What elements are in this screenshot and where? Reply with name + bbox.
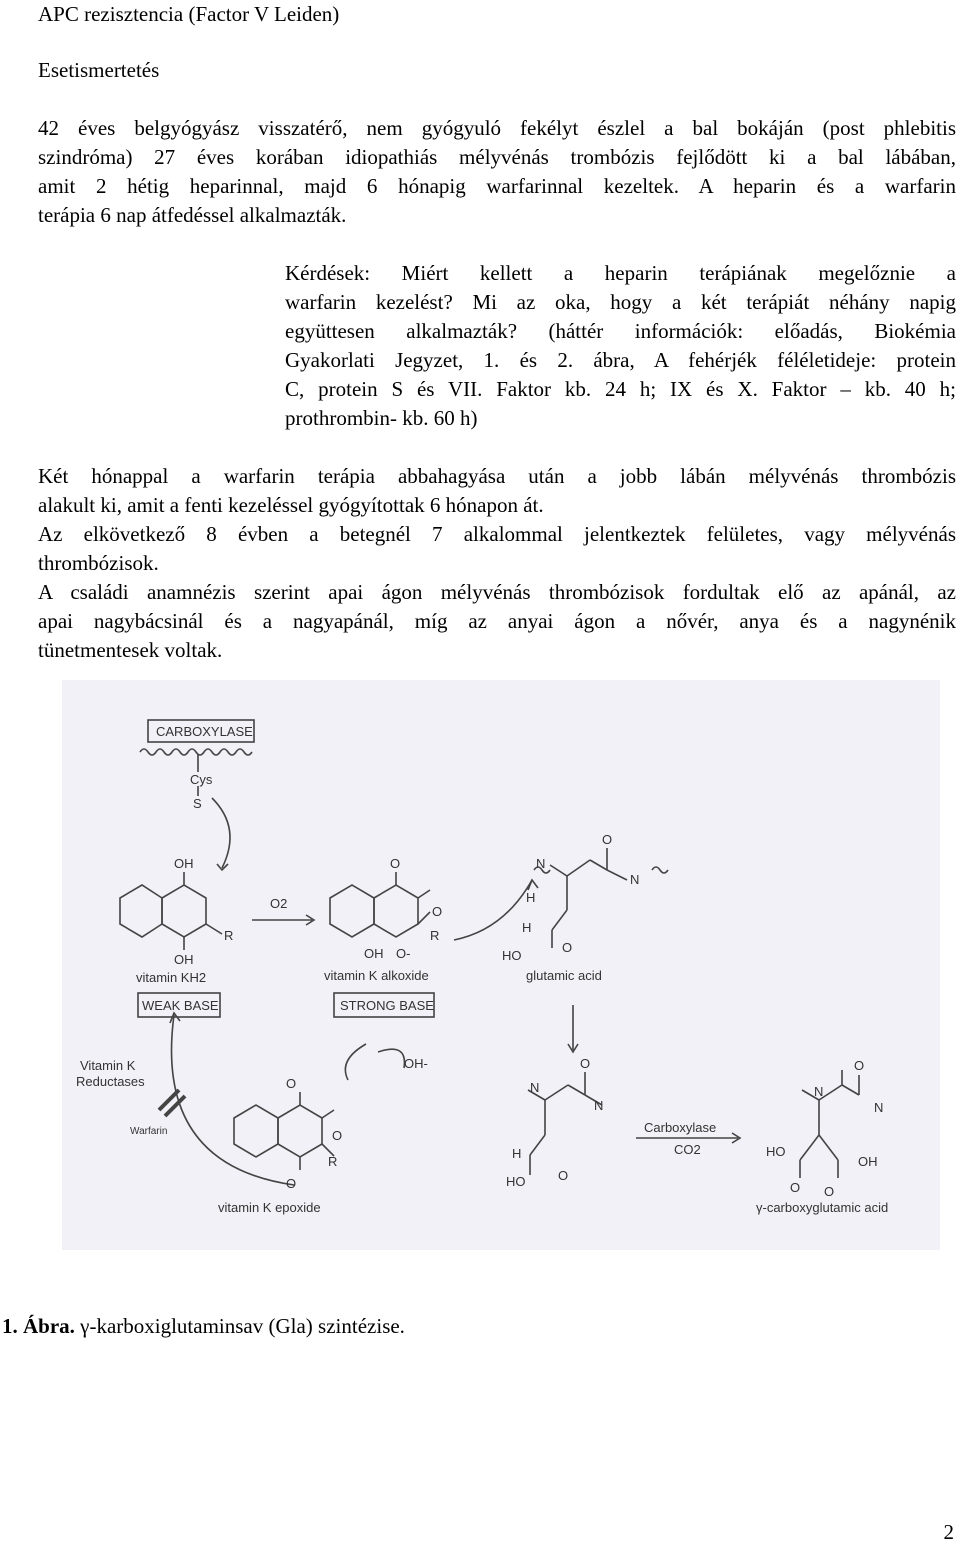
r-label: R [328,1154,338,1169]
o-label: O [790,1180,801,1195]
carboxylase-box-label: CARBOXYLASE [156,724,253,739]
section-heading: Esetismertetés [38,58,160,82]
ho-label: HO [766,1144,786,1159]
vitamin-k-alkoxide-label: vitamin K alkoxide [324,968,429,983]
o2-label: O2 [270,896,288,911]
o-label: O [558,1168,569,1183]
n-label: N [874,1100,884,1115]
r-label: R [224,928,234,943]
text-line: 42 éves belgyógyász visszatérő, nem gyógyuló fekélyt észlel a bal bokáján (post phlebitis [38,116,956,140]
o-label: O [562,940,573,955]
weak-base-label: WEAK BASE [142,998,219,1013]
co2-label: CO2 [674,1142,701,1157]
ho-label: HO [502,948,522,963]
page-title: APC rezisztencia (Factor V Leiden) [38,2,340,26]
o-label: O [390,856,401,871]
vitamin-kh2-structure [120,872,222,950]
cys-label: Cys [190,772,213,787]
gla-structure [800,1070,859,1178]
curved-arrow-1 [212,798,230,868]
o-label: O [332,1128,343,1143]
carboxylase-label: Carboxylase [644,1120,717,1135]
text-line: alakult ki, amit a fenti kezeléssel gyógyítottak 6 hónapon át. [38,493,544,517]
o-label: O [854,1058,865,1073]
strong-base-label: STRONG BASE [340,998,434,1013]
reductases-label: Reductases [76,1074,145,1089]
r-label: R [430,928,440,943]
text-line: A családi anamnézis szerint apai ágon mélyvénás thrombózisok fordultak elő az apánál, az [38,580,956,604]
text-line: terápia 6 nap átfedéssel alkalmazták. [38,203,347,227]
vitamin-k-alkoxide-structure [330,872,430,937]
text-line: Az elkövetkező 8 évben a betegnél 7 alkalommal jelentkeztek felületes, vagy mélyvénás [38,522,956,546]
h-label: H [526,890,536,905]
h-label: H [522,920,532,935]
o-label: O [580,1056,591,1071]
vitamin-k-epoxide-structure [234,1092,334,1170]
oh-label: OH [858,1154,878,1169]
figure-caption [2,1312,405,1340]
text-line: tünetmentesek voltak. [38,638,223,662]
caption-label: 1. Ábra. [2,1314,75,1338]
page-number: 2 [943,1520,954,1544]
text-line: amit 2 hétig heparinnal, majd 6 hónapig warfarinnal kezeltek. A heparin és a warfarin [38,174,956,198]
glutamic-acid-label: glutamic acid [526,968,602,983]
n-label: N [536,856,546,871]
o-minus-label: O- [396,946,411,961]
reductases-label: Vitamin K [80,1058,136,1073]
caption-text: γ-karboxiglutaminsav (Gla) szintézise. [74,1314,405,1338]
ho-label: HO [506,1174,526,1189]
gla-label: γ-carboxyglutamic acid [756,1200,889,1215]
text-line: warfarin kezelést? Mi az oka, hogy a két terápiát néhány napig [285,290,956,314]
n-label: N [814,1084,824,1099]
reaction-diagram [62,680,940,1250]
text-line: Két hónappal a warfarin terápia abbahagyása után a jobb lábán mélyvénás thrombózis [38,464,956,488]
warfarin-label: Warfarin [130,1126,168,1137]
curved-arrow-2 [454,880,532,940]
n-label: N [594,1098,604,1113]
n-label: N [630,872,640,887]
o-label: O [286,1176,297,1191]
n-label: N [530,1080,540,1095]
o-label: O [432,904,443,919]
text-line: apai nagybácsinál és a nagyapánál, míg az anyai ágon a nővér, anya és a nagynénik [38,609,956,633]
reductase-arrow [172,1015,295,1185]
oh-label: OH [364,946,384,961]
text-line: thrombózisok. [38,551,159,575]
oh-label: OH [174,952,194,967]
text-line: Gyakorlati Jegyzet, 1. és 2. ábra, A fehérjék féléletideje: protein [285,348,956,372]
text-line: C, protein S és VII. Faktor kb. 24 h; IX és X. Faktor – kb. 40 h; [285,377,956,401]
enzyme-wavy-line [140,749,252,755]
text-line: prothrombin- kb. 60 h) [285,406,478,430]
vitamin-k-epoxide-label: vitamin K epoxide [218,1200,321,1215]
s-label: S [193,796,202,811]
oh-minus-label: OH- [404,1056,428,1071]
text-line: Kérdések: Miért kellett a heparin terápiának megelőznie a [285,261,956,285]
vitamin-kh2-label: vitamin KH2 [136,970,207,985]
o-label: O [824,1184,835,1199]
h-label: H [512,1146,522,1161]
text-line: együttesen alkalmazták? (háttér információk: előadás, Biokémia [285,319,956,343]
text-line: szindróma) 27 éves korában idiopathiás mélyvénás trombózis fejlődött ki a bal lábában, [38,145,956,169]
o-label: O [286,1076,297,1091]
oh-label: OH [174,856,194,871]
o-label: O [602,832,613,847]
glutamic-acid-structure [550,848,627,948]
vitamin-k-cycle-figure [62,680,940,1250]
epoxide-arrow [345,1044,366,1080]
